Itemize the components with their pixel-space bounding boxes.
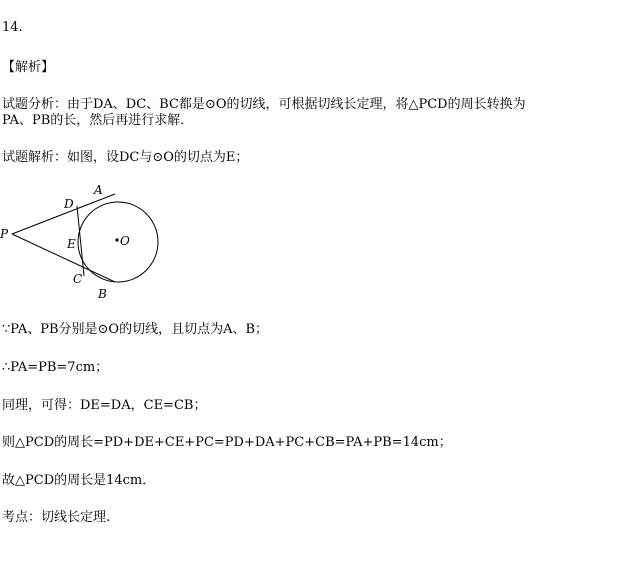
label-a: A	[94, 183, 103, 197]
problem-number: 14.	[2, 20, 23, 35]
step-4: 则△PCD的周长=PD+DE+CE+PC=PD+DA+PC+CB=PA+PB=14cm；	[2, 435, 452, 450]
label-p: P	[0, 227, 9, 241]
analysis-line-1: 试题分析：由于DA、DC、BC都是⊙O的切线，可根据切线长定理，将△PCD的周长转换为	[2, 97, 526, 112]
label-e: E	[67, 237, 76, 251]
step-5: 故△PCD的周长是14cm．	[2, 473, 156, 488]
label-c: C	[73, 272, 83, 286]
center-point-o	[115, 238, 118, 241]
step-3: 同理，可得：DE=DA，CE=CB；	[2, 398, 207, 413]
tangent-figure	[0, 182, 180, 307]
label-b: B	[98, 287, 107, 301]
section-label: 【解析】	[2, 60, 55, 75]
key-point: 考点：切线长定理.	[2, 510, 111, 525]
solution-intro: 试题解析：如图，设DC与⊙O的切点为E；	[2, 150, 249, 165]
tangent-pb	[12, 234, 115, 282]
step-1: ∵PA、PB分别是⊙O的切线，且切点为A、B；	[2, 322, 269, 337]
label-o: O	[120, 234, 130, 248]
analysis-line-2: PA、PB的长，然后再进行求解．	[2, 113, 194, 128]
step-2: ∴PA=PB=7cm；	[2, 360, 109, 375]
label-d: D	[64, 197, 74, 211]
